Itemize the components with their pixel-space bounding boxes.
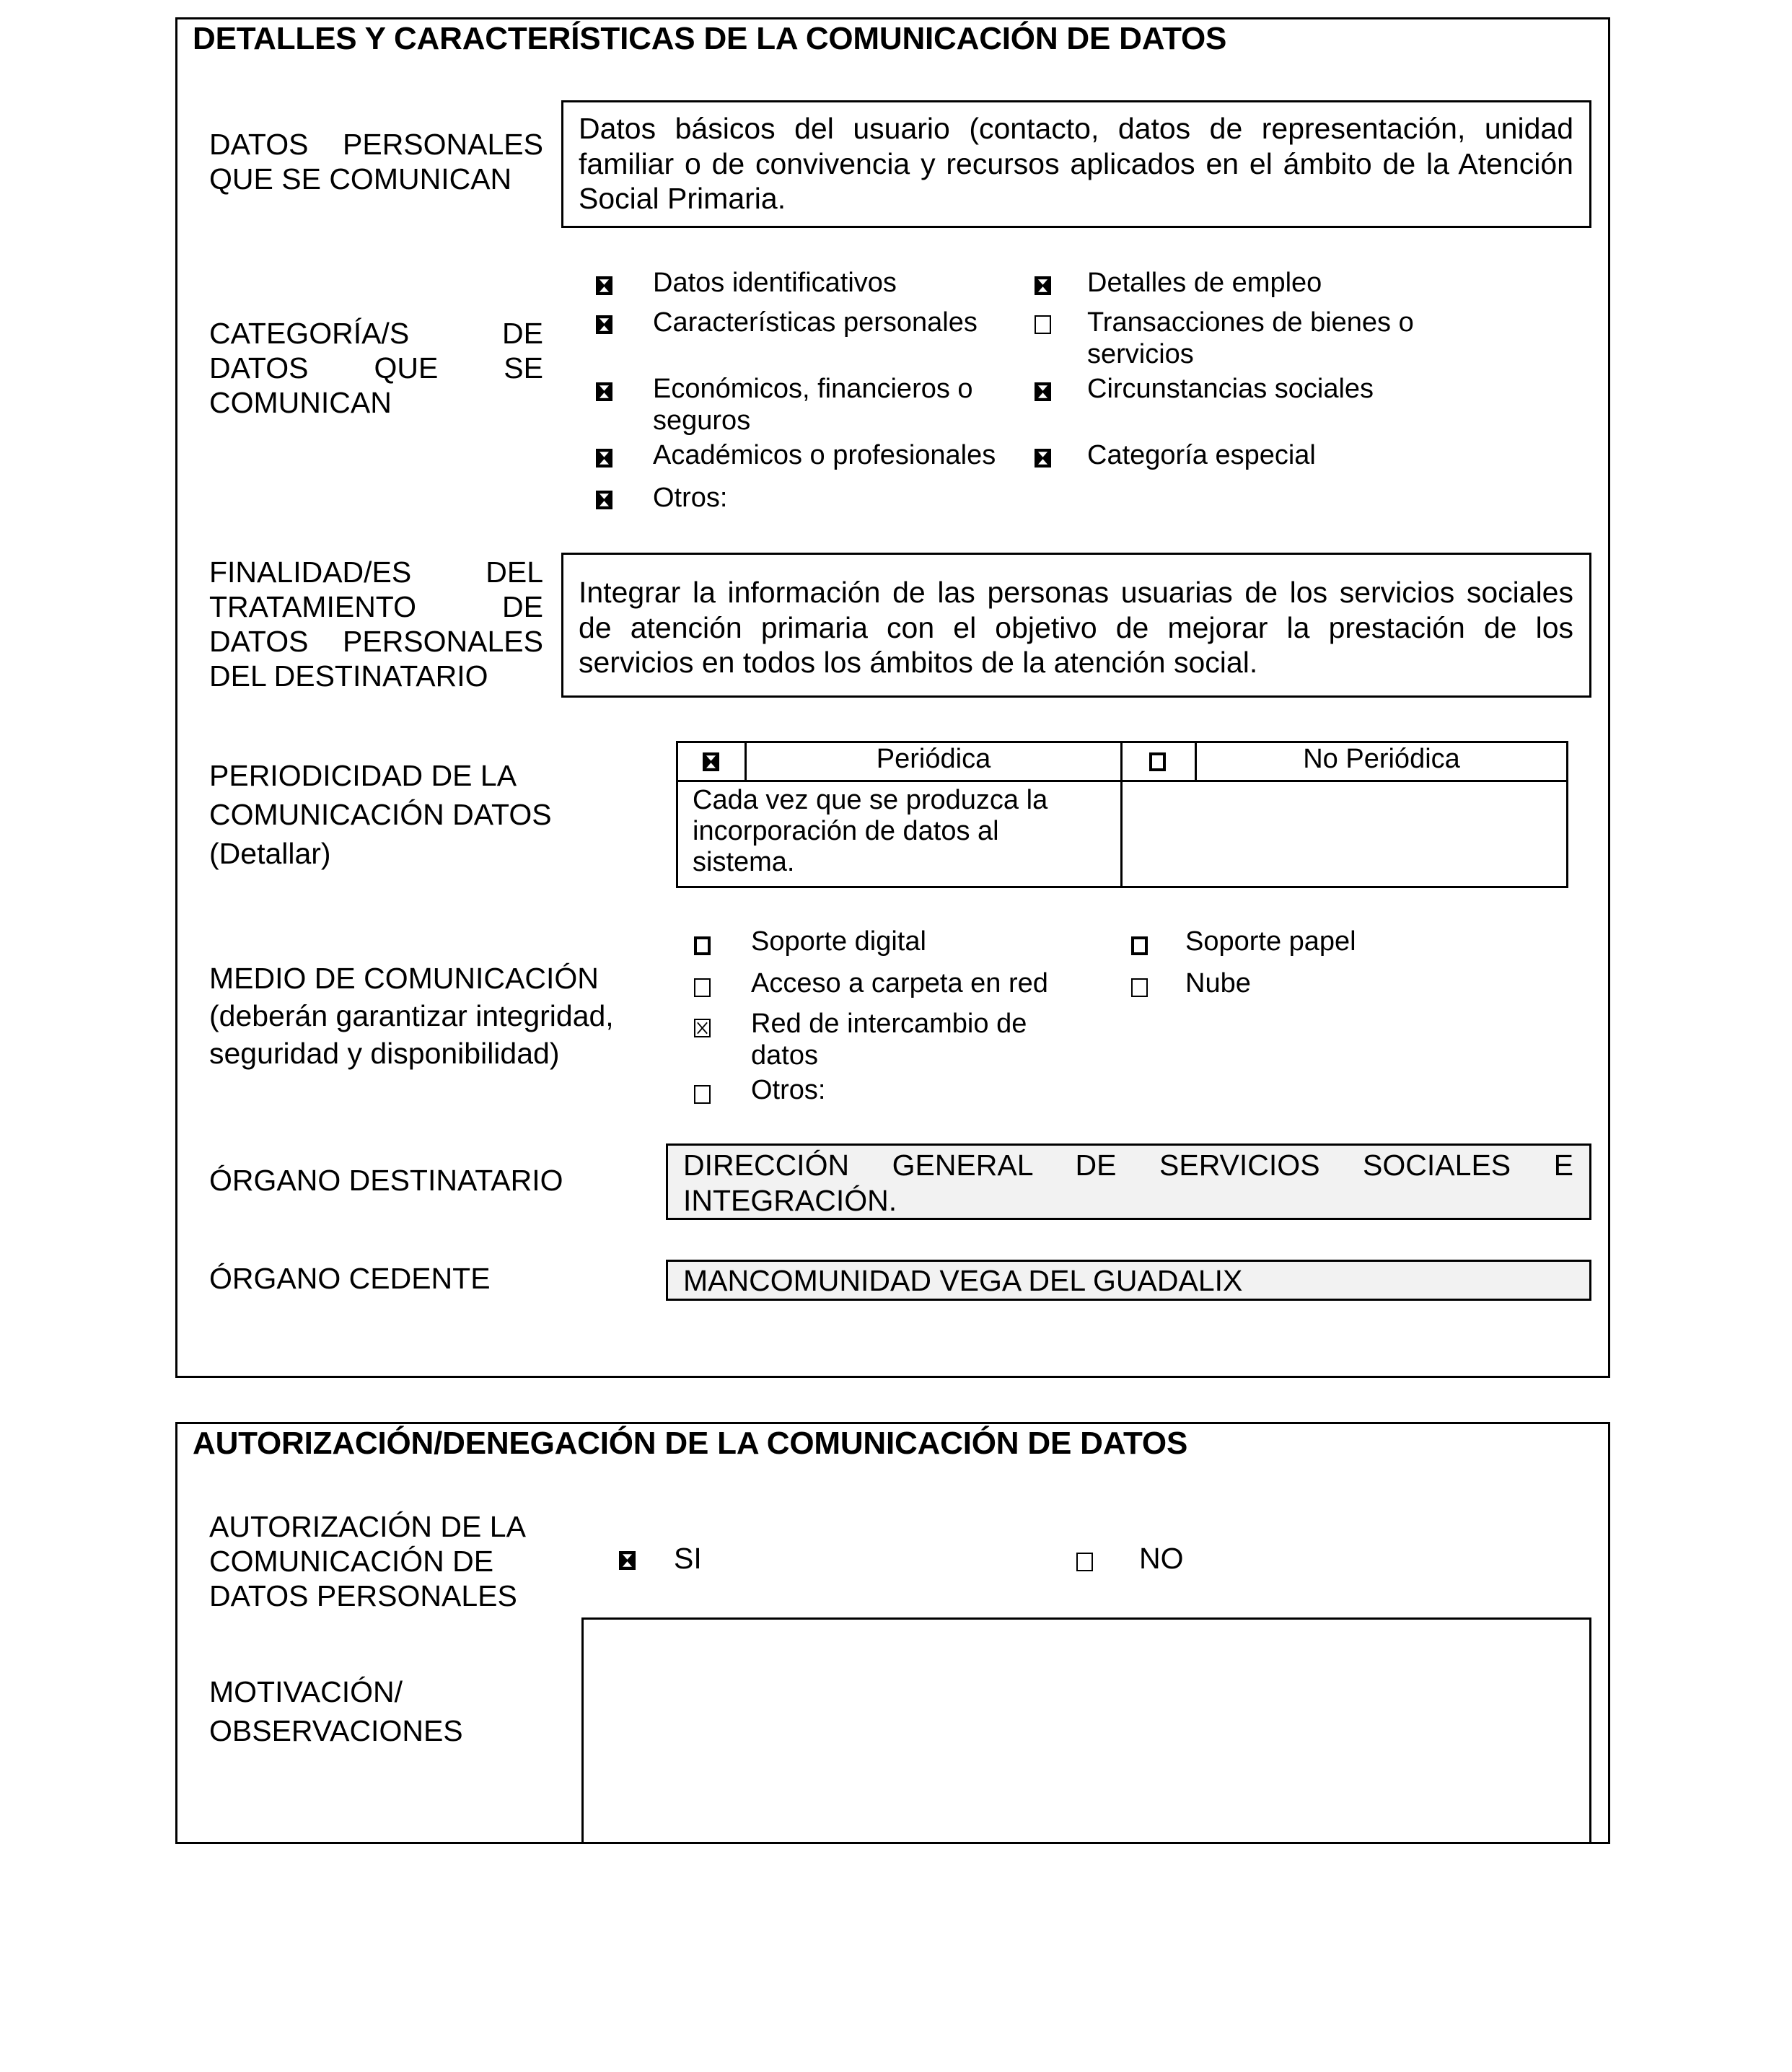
medio-option-checkbox[interactable]	[694, 1085, 711, 1104]
categoria-option-checkbox[interactable]	[1035, 382, 1051, 401]
option-label-line: seguros	[653, 405, 751, 436]
categoria-option-label	[653, 307, 978, 338]
medio-option-label	[751, 926, 926, 957]
label-line: DATOS QUE SE	[209, 351, 543, 385]
detalles-section-title: DETALLES Y CARACTERÍSTICAS DE LA COMUNICACIÓN DE DATOS	[193, 21, 1227, 56]
option-label-line: Económicos, financieros o	[653, 374, 973, 404]
label-line: seguridad y disponibilidad)	[209, 1037, 560, 1070]
label-line: DATOS PERSONALES	[209, 625, 543, 658]
motivacion-field[interactable]	[581, 1617, 1591, 1844]
option-label-line: Otros:	[653, 483, 728, 513]
organo-cedente-label: ÓRGANO CEDENTE	[209, 1262, 491, 1295]
option-label-line: Acceso a carpeta en red	[751, 968, 1048, 998]
medio-option-checkbox[interactable]	[1131, 978, 1148, 997]
organo-cedente-field[interactable]: MANCOMUNIDAD VEGA DEL GUADALIX	[666, 1260, 1591, 1301]
option-label-line: Otros:	[751, 1075, 826, 1105]
categoria-option-checkbox[interactable]	[596, 315, 612, 334]
periodicidad-label	[209, 756, 552, 873]
label-line: FINALIDAD/ES DEL	[209, 556, 543, 589]
categoria-option-checkbox[interactable]	[596, 382, 612, 401]
label-line: DATOS PERSONALES	[209, 128, 543, 161]
periodica-detail[interactable]: Cada vez que se produzca la incorporación de datos al sistema.	[677, 781, 1122, 887]
no-periodica-checkbox[interactable]	[1149, 752, 1166, 771]
categoria-option-label	[653, 482, 727, 514]
label-line: (Detallar)	[209, 837, 331, 870]
autorizacion-no-label: NO	[1139, 1542, 1184, 1575]
label-line: MOTIVACIÓN/	[209, 1675, 403, 1708]
label-line: OBSERVACIONES	[209, 1714, 463, 1747]
option-label-line: Transacciones de bienes o	[1087, 307, 1414, 338]
option-label-line: Circunstancias sociales	[1087, 374, 1374, 404]
finalidad-field[interactable]: Integrar la información de las personas usuarias de los servicios sociales de atención primaria con el objetivo de mejorar la prestación de los servicios en todos los ámbitos de la atención social.	[561, 553, 1591, 698]
periodica-checkbox[interactable]	[703, 752, 719, 771]
datos-personales-field[interactable]: Datos básicos del usuario (contacto, datos de representación, unidad familiar o de convivencia y recursos aplicados en el ámbito de la Atención Social Primaria.	[561, 100, 1591, 228]
autorizacion-si-checkbox[interactable]	[619, 1551, 636, 1570]
categoria-option-checkbox[interactable]	[596, 276, 612, 295]
autorizacion-section-title: AUTORIZACIÓN/DENEGACIÓN DE LA COMUNICACIÓN DE DATOS	[193, 1426, 1188, 1461]
option-label-line: Académicos o profesionales	[653, 440, 996, 470]
label-line: QUE SE COMUNICAN	[209, 162, 512, 196]
medio-option-label	[751, 967, 1048, 999]
medio-option-label	[751, 1008, 1027, 1071]
categoria-option-checkbox[interactable]	[1035, 276, 1051, 295]
autorizacion-si-label: SI	[674, 1542, 702, 1575]
medio-option-label	[1185, 967, 1251, 999]
no-periodica-header: No Periódica	[1196, 742, 1568, 781]
medio-option-label	[751, 1074, 825, 1106]
autorizacion-label	[209, 1509, 526, 1613]
datos-personales-label	[209, 127, 543, 196]
label-line: (deberán garantizar integridad,	[209, 999, 614, 1032]
option-label-line: Red de intercambio de	[751, 1009, 1027, 1039]
categoria-option-checkbox[interactable]	[1035, 449, 1051, 467]
categoria-option-checkbox[interactable]	[596, 491, 612, 509]
periodica-header: Periódica	[746, 742, 1122, 781]
periodicidad-table	[676, 741, 1568, 888]
label-line: DEL DESTINATARIO	[209, 659, 488, 693]
periodica-checkbox-cell	[677, 742, 746, 781]
no-periodica-detail[interactable]	[1122, 781, 1568, 887]
medio-option-checkbox[interactable]	[694, 1019, 711, 1037]
option-label-line: datos	[751, 1040, 818, 1071]
categoria-option-label	[1087, 439, 1316, 471]
option-label-line: Datos identificativos	[653, 268, 897, 298]
option-label-line: Categoría especial	[1087, 440, 1316, 470]
label-line: COMUNICACIÓN DATOS	[209, 798, 552, 831]
organo-destinatario-label: ÓRGANO DESTINATARIO	[209, 1164, 563, 1197]
option-label-line: Soporte papel	[1185, 926, 1356, 957]
medio-option-label	[1185, 926, 1356, 957]
medio-option-checkbox[interactable]	[694, 978, 711, 997]
option-label-line: Nube	[1185, 968, 1251, 998]
label-line: COMUNICAN	[209, 386, 392, 419]
categoria-option-checkbox[interactable]	[1035, 315, 1051, 334]
option-label-line: Soporte digital	[751, 926, 926, 957]
categoria-option-label	[653, 267, 897, 299]
label-line: AUTORIZACIÓN DE LA	[209, 1510, 526, 1543]
categoria-option-label	[653, 439, 996, 471]
label-line: CATEGORÍA/S DE	[209, 317, 543, 350]
no-periodica-checkbox-cell	[1122, 742, 1196, 781]
finalidad-label	[209, 555, 543, 693]
motivacion-label	[209, 1672, 463, 1750]
categoria-option-label	[1087, 373, 1374, 405]
option-label-line: Características personales	[653, 307, 978, 338]
categoria-option-label	[1087, 307, 1414, 370]
label-line: PERIODICIDAD DE LA	[209, 759, 517, 792]
categorias-label	[209, 316, 543, 420]
option-label-line: Detalles de empleo	[1087, 268, 1322, 298]
label-line: DATOS PERSONALES	[209, 1579, 517, 1612]
option-label-line: servicios	[1087, 339, 1194, 369]
medio-option-checkbox[interactable]	[694, 936, 711, 955]
label-line: TRATAMIENTO DE	[209, 590, 543, 623]
label-line: COMUNICACIÓN DE	[209, 1545, 494, 1578]
medio-option-checkbox[interactable]	[1131, 936, 1148, 955]
categoria-option-checkbox[interactable]	[596, 449, 612, 467]
categoria-option-label	[1087, 267, 1322, 299]
organo-destinatario-field[interactable]: DIRECCIÓN GENERAL DE SERVICIOS SOCIALES E INTEGRACIÓN.	[666, 1143, 1591, 1220]
medio-label	[209, 960, 614, 1072]
label-line: MEDIO DE COMUNICACIÓN	[209, 962, 599, 995]
categoria-option-label	[653, 373, 973, 436]
autorizacion-no-checkbox[interactable]	[1076, 1553, 1093, 1571]
